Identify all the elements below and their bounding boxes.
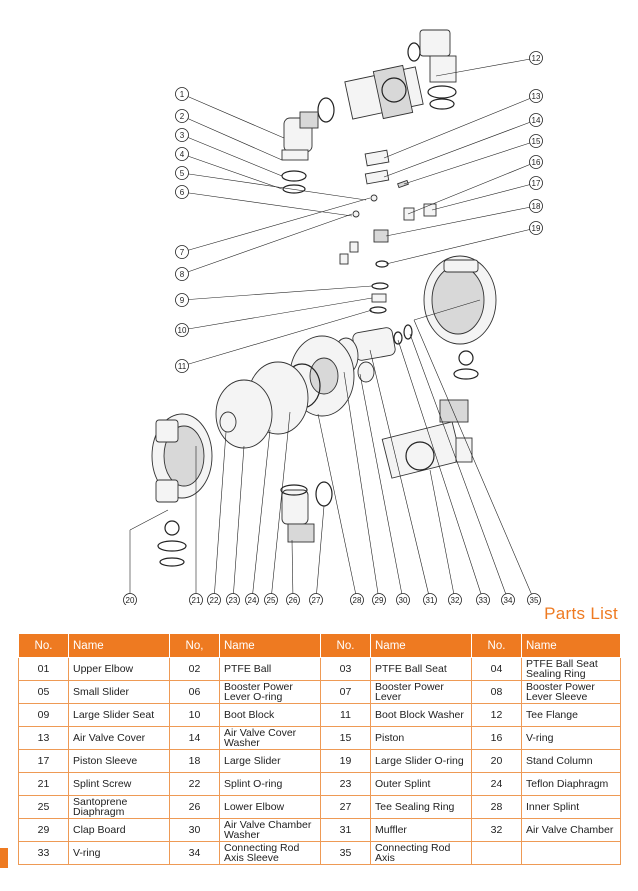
callout-22 bbox=[208, 594, 221, 606]
callout-4 bbox=[176, 148, 189, 161]
callout-1 bbox=[176, 88, 189, 101]
svg-text:28: 28 bbox=[352, 596, 362, 605]
callout-20 bbox=[124, 594, 137, 606]
svg-text:34: 34 bbox=[503, 596, 513, 605]
table-row bbox=[19, 773, 621, 796]
header-no: No. bbox=[19, 634, 69, 658]
left-housing bbox=[152, 414, 212, 566]
callout-6 bbox=[176, 186, 189, 199]
header-name: Name bbox=[220, 634, 321, 658]
table-row bbox=[19, 704, 621, 727]
svg-text:12: 12 bbox=[531, 54, 541, 63]
svg-text:25: 25 bbox=[266, 596, 276, 605]
part-number-cell: 06 bbox=[170, 681, 220, 704]
part-number-cell: 02 bbox=[170, 658, 220, 681]
part-name-cell: Splint Screw bbox=[69, 773, 170, 796]
svg-text:4: 4 bbox=[179, 150, 185, 159]
table-row bbox=[19, 658, 621, 681]
lower-elbow bbox=[281, 482, 332, 542]
part-number-cell: 09 bbox=[19, 704, 69, 727]
parts-list-table bbox=[18, 633, 621, 865]
part-number-cell: 26 bbox=[170, 796, 220, 819]
part-number-cell: 03 bbox=[321, 658, 371, 681]
callout-13 bbox=[530, 90, 543, 103]
callout-7 bbox=[176, 246, 189, 259]
tee-sealing-ring-upper bbox=[318, 98, 334, 122]
part-number-cell: 24 bbox=[472, 773, 522, 796]
part-name-cell: Large Slider bbox=[220, 750, 321, 773]
callout-18 bbox=[530, 200, 543, 213]
header-name: Name bbox=[69, 634, 170, 658]
svg-text:2: 2 bbox=[179, 112, 185, 121]
part-name-cell: Tee Sealing Ring bbox=[371, 796, 472, 819]
part-number-cell: 32 bbox=[472, 819, 522, 842]
part-name-cell: Piston bbox=[371, 727, 472, 750]
svg-text:6: 6 bbox=[179, 188, 185, 197]
part-number-cell: 16 bbox=[472, 727, 522, 750]
part-number-cell: 28 bbox=[472, 796, 522, 819]
tee-sealing-ring-upper-2 bbox=[408, 43, 420, 61]
svg-text:26: 26 bbox=[288, 596, 298, 605]
part-number-cell: 14 bbox=[170, 727, 220, 750]
svg-text:18: 18 bbox=[531, 202, 541, 211]
part-name-cell: Tee Flange bbox=[522, 704, 621, 727]
table-row bbox=[19, 819, 621, 842]
part-name-cell bbox=[522, 842, 621, 865]
diaphragm-stack bbox=[216, 336, 354, 448]
part-name-cell: Boot Block bbox=[220, 704, 321, 727]
table-row bbox=[19, 842, 621, 865]
callout-23 bbox=[227, 594, 240, 606]
part-number-cell: 31 bbox=[321, 819, 371, 842]
part-number-cell: 17 bbox=[19, 750, 69, 773]
svg-text:5: 5 bbox=[179, 169, 185, 178]
part-number-cell: 27 bbox=[321, 796, 371, 819]
parts-list-title: Parts List bbox=[544, 604, 618, 623]
part-number-cell bbox=[472, 842, 522, 865]
svg-text:19: 19 bbox=[531, 224, 541, 233]
part-number-cell: 04 bbox=[472, 658, 522, 681]
svg-text:35: 35 bbox=[529, 596, 539, 605]
upper-elbow-left bbox=[282, 112, 318, 193]
callout-28 bbox=[351, 594, 364, 606]
part-name-cell: Air Valve Cover bbox=[69, 727, 170, 750]
part-name-cell: Outer Splint bbox=[371, 773, 472, 796]
callout-5 bbox=[176, 167, 189, 180]
part-number-cell: 30 bbox=[170, 819, 220, 842]
callout-25 bbox=[265, 594, 278, 606]
svg-text:24: 24 bbox=[247, 596, 257, 605]
upper-elbow-right bbox=[420, 30, 456, 109]
part-name-cell: Booster Power Lever bbox=[371, 681, 472, 704]
svg-text:7: 7 bbox=[179, 248, 185, 257]
part-number-cell: 34 bbox=[170, 842, 220, 865]
part-number-cell: 35 bbox=[321, 842, 371, 865]
table-row bbox=[19, 750, 621, 773]
callout-8 bbox=[176, 268, 189, 281]
svg-text:14: 14 bbox=[531, 116, 541, 125]
header-name: Name bbox=[522, 634, 621, 658]
svg-text:21: 21 bbox=[191, 596, 201, 605]
part-name-cell: Splint O-ring bbox=[220, 773, 321, 796]
part-name-cell: Booster Power Lever O-ring bbox=[220, 681, 321, 704]
part-number-cell: 08 bbox=[472, 681, 522, 704]
part-name-cell: PTFE Ball Seat bbox=[371, 658, 472, 681]
part-number-cell: 22 bbox=[170, 773, 220, 796]
part-name-cell: Stand Column bbox=[522, 750, 621, 773]
callout-2 bbox=[176, 110, 189, 123]
svg-text:23: 23 bbox=[228, 596, 238, 605]
callout-3 bbox=[176, 129, 189, 142]
callout-17 bbox=[530, 177, 543, 190]
part-name-cell: Clap Board bbox=[69, 819, 170, 842]
table-header-row bbox=[19, 634, 621, 658]
svg-text:11: 11 bbox=[177, 362, 187, 371]
part-name-cell: V-ring bbox=[522, 727, 621, 750]
svg-text:13: 13 bbox=[531, 92, 541, 101]
svg-text:17: 17 bbox=[531, 179, 541, 188]
svg-text:9: 9 bbox=[179, 296, 185, 305]
callout-35 bbox=[528, 594, 541, 606]
part-number-cell: 01 bbox=[19, 658, 69, 681]
callout-21 bbox=[190, 594, 203, 606]
svg-text:10: 10 bbox=[177, 326, 187, 335]
part-number-cell: 07 bbox=[321, 681, 371, 704]
svg-text:29: 29 bbox=[374, 596, 384, 605]
page-edge-tab bbox=[0, 848, 8, 868]
callout-15 bbox=[530, 135, 543, 148]
part-name-cell: Large Slider Seat bbox=[69, 704, 170, 727]
svg-text:3: 3 bbox=[179, 131, 185, 140]
svg-text:27: 27 bbox=[311, 596, 321, 605]
air-valve-parts bbox=[340, 150, 436, 313]
svg-text:15: 15 bbox=[531, 137, 541, 146]
part-number-cell: 33 bbox=[19, 842, 69, 865]
header-no: No. bbox=[472, 634, 522, 658]
part-number-cell: 19 bbox=[321, 750, 371, 773]
callout-14 bbox=[530, 114, 543, 127]
callout-12 bbox=[530, 52, 543, 65]
right-housing bbox=[414, 256, 496, 379]
callout-24 bbox=[246, 594, 259, 606]
part-number-cell: 15 bbox=[321, 727, 371, 750]
header-name: Name bbox=[371, 634, 472, 658]
part-name-cell: Upper Elbow bbox=[69, 658, 170, 681]
part-number-cell: 25 bbox=[19, 796, 69, 819]
callout-11 bbox=[176, 360, 189, 373]
part-name-cell: Booster Power Lever Sleeve bbox=[522, 681, 621, 704]
header-no: No. bbox=[321, 634, 371, 658]
part-name-cell: Teflon Diaphragm bbox=[522, 773, 621, 796]
callout-16 bbox=[530, 156, 543, 169]
part-number-cell: 12 bbox=[472, 704, 522, 727]
part-name-cell: Small Slider bbox=[69, 681, 170, 704]
part-name-cell: Piston Sleeve bbox=[69, 750, 170, 773]
part-name-cell: Lower Elbow bbox=[220, 796, 321, 819]
svg-text:30: 30 bbox=[398, 596, 408, 605]
callout-9 bbox=[176, 294, 189, 307]
callout-31 bbox=[424, 594, 437, 606]
part-name-cell: Air Valve Cover Washer bbox=[220, 727, 321, 750]
svg-text:33: 33 bbox=[478, 596, 488, 605]
part-name-cell: Air Valve Chamber bbox=[522, 819, 621, 842]
part-number-cell: 18 bbox=[170, 750, 220, 773]
part-number-cell: 23 bbox=[321, 773, 371, 796]
part-number-cell: 21 bbox=[19, 773, 69, 796]
part-name-cell: Large Slider O-ring bbox=[371, 750, 472, 773]
svg-text:20: 20 bbox=[125, 596, 135, 605]
svg-text:8: 8 bbox=[179, 270, 185, 279]
callout-26 bbox=[287, 594, 300, 606]
table-row bbox=[19, 796, 621, 819]
part-name-cell: Inner Splint bbox=[522, 796, 621, 819]
part-name-cell: Air Valve Chamber Washer bbox=[220, 819, 321, 842]
callout-10 bbox=[176, 324, 189, 337]
part-name-cell: Connecting Rod Axis Sleeve bbox=[220, 842, 321, 865]
callout-19 bbox=[530, 222, 543, 235]
part-number-cell: 20 bbox=[472, 750, 522, 773]
svg-text:16: 16 bbox=[531, 158, 541, 167]
callout-32 bbox=[449, 594, 462, 606]
part-name-cell: V-ring bbox=[69, 842, 170, 865]
svg-text:31: 31 bbox=[425, 596, 435, 605]
callout-29 bbox=[373, 594, 386, 606]
tee-flange-upper bbox=[345, 65, 423, 119]
svg-text:22: 22 bbox=[209, 596, 219, 605]
part-number-cell: 29 bbox=[19, 819, 69, 842]
table-row bbox=[19, 681, 621, 704]
part-name-cell: PTFE Ball bbox=[220, 658, 321, 681]
part-number-cell: 13 bbox=[19, 727, 69, 750]
part-name-cell: PTFE Ball Seat Sealing Ring bbox=[522, 658, 621, 681]
callout-27 bbox=[310, 594, 323, 606]
svg-text:1: 1 bbox=[179, 90, 185, 99]
callout-30 bbox=[397, 594, 410, 606]
svg-text:32: 32 bbox=[450, 596, 460, 605]
part-number-cell: 11 bbox=[321, 704, 371, 727]
part-name-cell: Boot Block Washer bbox=[371, 704, 472, 727]
part-name-cell: Connecting Rod Axis bbox=[371, 842, 472, 865]
header-no: No, bbox=[170, 634, 220, 658]
callout-33 bbox=[477, 594, 490, 606]
part-number-cell: 10 bbox=[170, 704, 220, 727]
part-name-cell: Muffler bbox=[371, 819, 472, 842]
callout-34 bbox=[502, 594, 515, 606]
table-row bbox=[19, 727, 621, 750]
part-name-cell: Santoprene Diaphragm bbox=[69, 796, 170, 819]
part-number-cell: 05 bbox=[19, 681, 69, 704]
